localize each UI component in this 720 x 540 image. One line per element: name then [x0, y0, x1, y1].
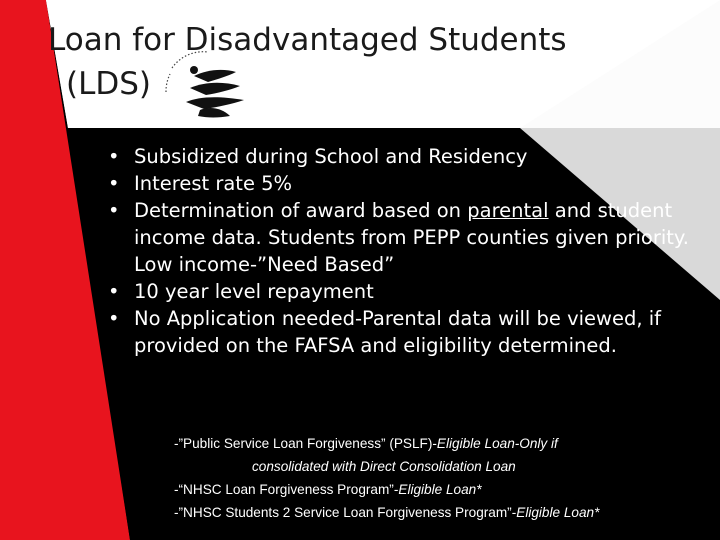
bullet-subsidized: • Subsidized during School and Residency	[108, 143, 714, 170]
note-nhsc-loan-forgiveness: -“NHSC Loan Forgiveness Program”-Eligible Loan*	[174, 482, 482, 497]
bullet-interest-rate: • Interest rate 5%	[108, 170, 714, 197]
note-nhsc-students-2-service: -”NHSC Students 2 Service Loan Forgiveness Program”-Eligible Loan*	[174, 505, 600, 520]
note-pslf-continued: consolidated with Direct Consolidation Loan	[252, 459, 516, 474]
bullet-no-application: • No Application needed-Parental data will be viewed, if provided on the FAFSA and eligibility determined.	[108, 305, 714, 359]
bullet-determination: • Determination of award based on parental and student income data. Students from PEPP counties given priority. Low income-”Need Based”	[108, 197, 714, 278]
underlined-word-parental: parental	[467, 199, 549, 222]
title-line-2: (LDS)	[66, 66, 152, 102]
bullet-repayment: • 10 year level repayment	[108, 278, 714, 305]
bullet-list	[108, 143, 714, 359]
forgiveness-notes	[150, 432, 710, 524]
note-pslf: -”Public Service Loan Forgiveness” (PSLF)-Eligible Loan-Only if	[174, 436, 558, 451]
title-line-1: Loan for Disadvantaged Students	[48, 22, 567, 58]
page-title	[48, 18, 608, 106]
hhs-eagle-logo-icon	[160, 46, 252, 130]
